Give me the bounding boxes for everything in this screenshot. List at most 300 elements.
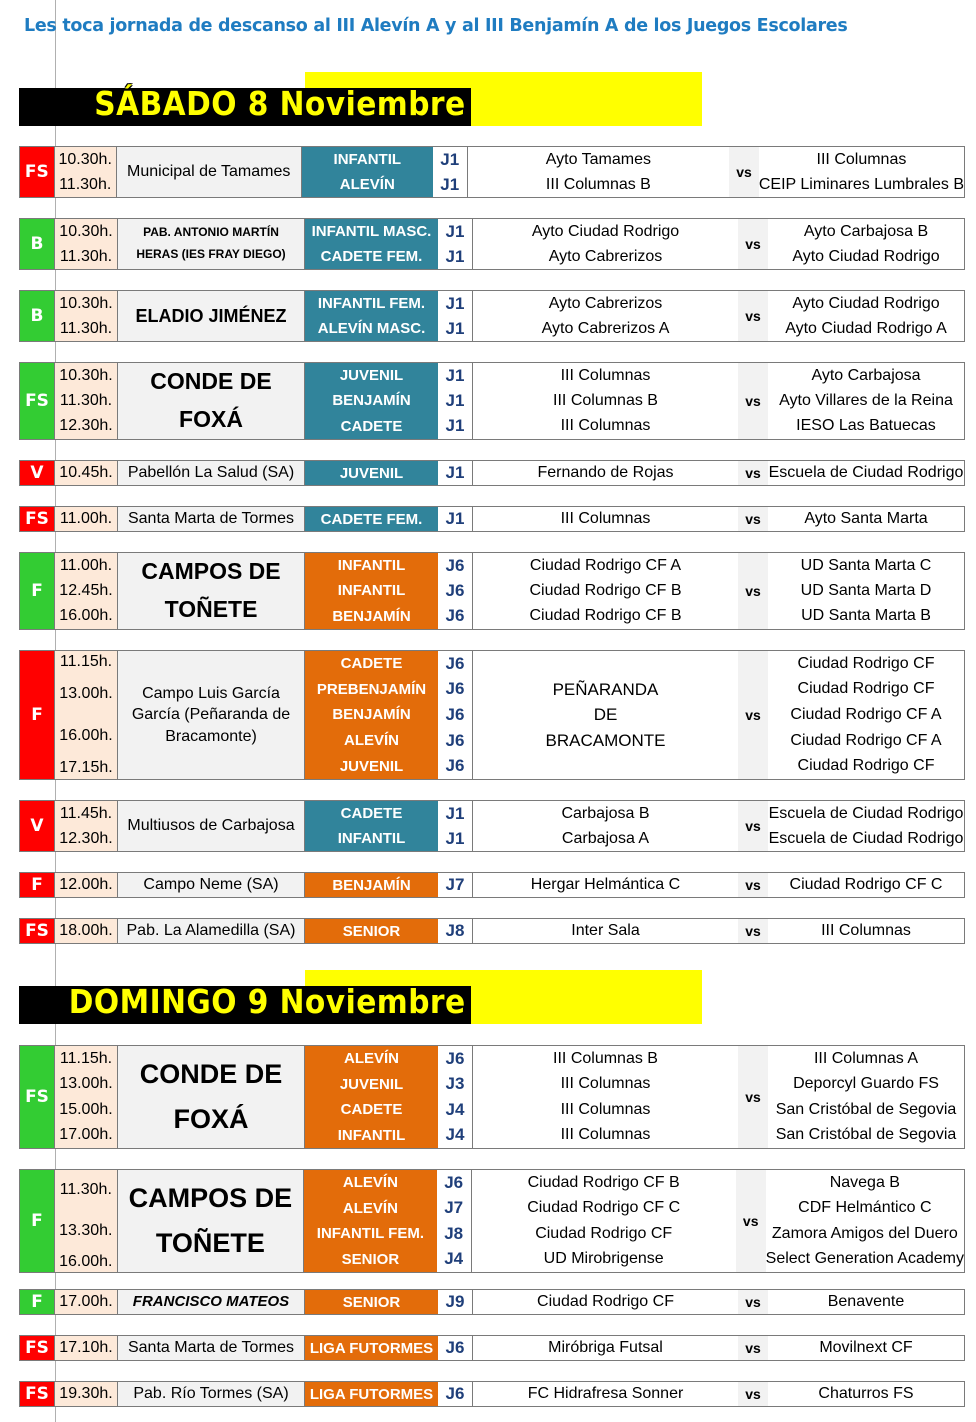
away-team: Ayto Carbajosa B bbox=[803, 222, 929, 240]
vs-label: vs bbox=[738, 873, 768, 897]
match-time: 19.30h. bbox=[59, 1385, 113, 1402]
match-block bbox=[19, 918, 965, 944]
jornada-label: J1 bbox=[440, 149, 460, 169]
match-time: 11.30h. bbox=[59, 247, 113, 265]
home-team: III Columnas B bbox=[553, 1049, 658, 1067]
category-label: CADETE bbox=[340, 655, 403, 673]
jornada-column bbox=[433, 147, 468, 197]
time-column bbox=[55, 461, 118, 485]
vs-label: vs bbox=[738, 1046, 768, 1148]
jornada-column bbox=[438, 1290, 473, 1314]
venue-name: Campo Neme (SA) bbox=[118, 873, 305, 897]
vs-label: vs bbox=[738, 919, 768, 943]
match-block bbox=[19, 362, 965, 440]
away-team-column bbox=[768, 1336, 964, 1360]
jornada-label: J6 bbox=[445, 653, 465, 673]
home-team: Ayto Cabrerizos bbox=[548, 294, 663, 312]
category-label: INFANTIL FEM. bbox=[316, 1225, 425, 1243]
jornada-label: J7 bbox=[445, 875, 465, 894]
away-team-column bbox=[766, 1170, 964, 1272]
category-label: INFANTIL FEM. bbox=[317, 295, 426, 312]
time-column bbox=[55, 1170, 118, 1272]
day-title-0 bbox=[19, 72, 702, 126]
match-time: 11.30h. bbox=[59, 319, 113, 337]
home-team-column bbox=[473, 553, 738, 629]
match-block bbox=[19, 1381, 965, 1407]
away-team: III Columnas A bbox=[813, 1049, 919, 1067]
away-team: CDF Helmántico C bbox=[798, 1199, 932, 1217]
match-block bbox=[19, 1289, 965, 1315]
home-team-column bbox=[472, 1170, 736, 1272]
category-label: LIGA FUTORMES bbox=[309, 1385, 434, 1403]
time-column bbox=[55, 873, 118, 897]
match-time: 11.30h. bbox=[59, 391, 113, 409]
home-team: Carbajosa A bbox=[561, 829, 650, 847]
away-team-column bbox=[768, 1046, 964, 1148]
match-block bbox=[19, 650, 965, 780]
away-team: Ciudad Rodrigo CF A bbox=[790, 705, 942, 723]
time-column bbox=[55, 1382, 118, 1406]
sport-tag: F bbox=[20, 651, 55, 779]
sport-tag: FS bbox=[20, 1382, 55, 1406]
jornada-label: J4 bbox=[445, 1125, 465, 1145]
time-column bbox=[55, 801, 118, 851]
time-column bbox=[55, 219, 118, 269]
home-team: Ayto Cabrerizos bbox=[548, 247, 663, 265]
category-label: CADETE FEM. bbox=[320, 510, 423, 528]
vs-label: vs bbox=[738, 801, 768, 851]
rest-day-note: Les toca jornada de descanso al III Alevín A y al III Benjamín A de los Juegos Escolares bbox=[24, 16, 848, 36]
away-team: III Columnas bbox=[821, 922, 911, 939]
home-team-column bbox=[473, 219, 738, 269]
home-team: III Columnas bbox=[560, 417, 651, 435]
home-team: Ciudad Rodrigo CF B bbox=[527, 1173, 680, 1191]
jornada-column bbox=[438, 461, 473, 485]
home-team-column bbox=[473, 1336, 738, 1360]
jornada-column bbox=[438, 873, 473, 897]
away-team-column bbox=[768, 219, 964, 269]
away-team: Deporcyl Guardo FS bbox=[793, 1075, 939, 1093]
away-team-column bbox=[768, 291, 964, 341]
time-column bbox=[55, 147, 117, 197]
jornada-label: J1 bbox=[440, 174, 460, 194]
sport-tag: F bbox=[20, 1170, 55, 1272]
away-team: Ciudad Rodrigo CF bbox=[797, 654, 935, 672]
home-team: Ciudad Rodrigo CF C bbox=[527, 1199, 681, 1217]
away-team-column bbox=[768, 1382, 964, 1406]
away-team: III Columnas bbox=[816, 150, 907, 168]
match-time: 17.15h. bbox=[59, 759, 113, 777]
home-team-column bbox=[473, 1290, 738, 1314]
category-column bbox=[305, 291, 438, 341]
match-time: 10.30h. bbox=[59, 222, 113, 240]
jornada-column bbox=[438, 1046, 473, 1148]
match-block bbox=[19, 1335, 965, 1361]
vs-label: vs bbox=[738, 1336, 768, 1360]
vs-label: vs bbox=[738, 507, 768, 531]
away-team: Ayto Villares de la Reina bbox=[779, 391, 953, 409]
venue-name: CAMPOS DE TOÑETE bbox=[118, 1170, 304, 1272]
away-team: San Cristóbal de Segovia bbox=[775, 1100, 957, 1118]
time-column bbox=[55, 1290, 118, 1314]
time-column bbox=[55, 919, 118, 943]
away-team: Ayto Ciudad Rodrigo A bbox=[785, 319, 947, 337]
category-label: SENIOR bbox=[342, 1293, 401, 1311]
home-team-column bbox=[473, 507, 738, 531]
home-team: FC Hidrafresa Sonner bbox=[527, 1385, 684, 1402]
away-team: Ayto Carbajosa bbox=[811, 366, 921, 384]
away-team-column bbox=[768, 507, 964, 531]
jornada-label: J6 bbox=[445, 756, 465, 776]
sport-tag: B bbox=[20, 291, 55, 341]
match-time: 11.15h. bbox=[59, 652, 113, 670]
category-label: PREBENJAMÍN bbox=[316, 680, 427, 698]
category-column bbox=[305, 919, 438, 943]
jornada-label: J9 bbox=[445, 1292, 465, 1311]
away-team: Zamora Amigos del Duero bbox=[771, 1224, 958, 1242]
category-label: BENJAMÍN bbox=[332, 706, 411, 724]
match-time: 11.30h. bbox=[59, 1181, 112, 1199]
match-time: 11.00h. bbox=[59, 510, 113, 527]
jornada-label: J1 bbox=[445, 803, 465, 823]
match-time: 12.45h. bbox=[59, 581, 113, 599]
category-column bbox=[305, 553, 438, 629]
category-label: INFANTIL bbox=[337, 557, 406, 575]
away-team-column bbox=[768, 801, 964, 851]
match-time: 10.30h. bbox=[59, 294, 113, 312]
match-block bbox=[19, 290, 965, 342]
category-label: INFANTIL MASC. bbox=[311, 223, 432, 240]
away-team-column bbox=[768, 553, 964, 629]
jornada-column bbox=[438, 919, 473, 943]
category-label: CADETE FEM. bbox=[320, 248, 423, 265]
home-team-column bbox=[473, 651, 738, 779]
home-team: Hergar Helmántica C bbox=[530, 876, 681, 893]
category-label: ALEVÍN bbox=[343, 1050, 399, 1068]
vs-label: vs bbox=[736, 1170, 766, 1272]
match-time: 11.15h. bbox=[59, 1049, 113, 1067]
category-label: SENIOR bbox=[342, 922, 401, 940]
sport-tag: FS bbox=[20, 1336, 55, 1360]
away-team: CEIP Liminares Lumbrales B bbox=[758, 175, 964, 193]
jornada-label: J1 bbox=[445, 365, 465, 385]
jornada-column bbox=[438, 507, 473, 531]
jornada-label: J1 bbox=[445, 828, 465, 848]
venue-name: CONDE DE FOXÁ bbox=[118, 363, 305, 439]
match-block bbox=[19, 872, 965, 898]
category-column bbox=[305, 461, 438, 485]
sport-tag: FS bbox=[20, 507, 55, 531]
away-team: UD Santa Marta D bbox=[800, 581, 932, 599]
jornada-column bbox=[438, 801, 473, 851]
vs-label: vs bbox=[729, 147, 759, 197]
away-team: San Cristóbal de Segovia bbox=[775, 1126, 957, 1144]
jornada-label: J6 bbox=[445, 1384, 465, 1403]
match-block bbox=[19, 1045, 965, 1149]
home-team: III Columnas bbox=[560, 510, 651, 527]
venue-name: Campo Luis García García (Peñaranda de Bracamonte) bbox=[118, 651, 305, 779]
venue-name: CONDE DE FOXÁ bbox=[118, 1046, 305, 1148]
match-time: 10.30h. bbox=[59, 366, 113, 384]
venue-name: ELADIO JIMÉNEZ bbox=[118, 291, 305, 341]
time-column bbox=[55, 651, 118, 779]
match-time: 12.30h. bbox=[59, 829, 113, 847]
home-team: Ciudad Rodrigo CF bbox=[537, 1293, 674, 1310]
home-team: Ayto Tamames bbox=[545, 150, 651, 168]
away-team: Escuela de Ciudad Rodrigo bbox=[768, 804, 964, 822]
category-label: BENJAMÍN bbox=[332, 876, 411, 894]
category-column bbox=[305, 801, 438, 851]
home-team: Miróbriga Futsal bbox=[548, 1339, 663, 1356]
jornada-label: J1 bbox=[445, 293, 465, 313]
away-team-column bbox=[768, 873, 964, 897]
category-column bbox=[305, 1046, 438, 1148]
jornada-label: J8 bbox=[445, 921, 465, 940]
home-team-column bbox=[473, 291, 738, 341]
away-team: IESO Las Batuecas bbox=[796, 417, 936, 435]
vs-label: vs bbox=[738, 651, 768, 779]
category-label: CADETE bbox=[340, 1101, 403, 1119]
jornada-column bbox=[438, 291, 473, 341]
jornada-column bbox=[438, 1382, 473, 1406]
away-team-column bbox=[759, 147, 964, 197]
sport-tag: FS bbox=[20, 1046, 55, 1148]
category-column bbox=[305, 1382, 438, 1406]
home-team: Ciudad Rodrigo CF B bbox=[529, 581, 682, 599]
venue-name: Santa Marta de Tormes bbox=[118, 1336, 305, 1360]
away-team: Ciudad Rodrigo CF bbox=[797, 757, 935, 775]
category-label: CADETE bbox=[340, 417, 403, 435]
venue-name: FRANCISCO MATEOS bbox=[118, 1290, 305, 1314]
day-title-text: DOMINGO 9 Noviembre bbox=[68, 982, 466, 1021]
category-column bbox=[305, 873, 438, 897]
jornada-label: J6 bbox=[445, 1338, 465, 1357]
home-team: III Columnas B bbox=[545, 175, 651, 193]
home-team: Ciudad Rodrigo CF B bbox=[529, 607, 682, 625]
away-team-column bbox=[768, 1290, 964, 1314]
home-team: Ayto Ciudad Rodrigo bbox=[531, 222, 680, 240]
home-team-column bbox=[473, 1046, 738, 1148]
away-team: UD Santa Marta B bbox=[801, 607, 931, 625]
match-block bbox=[19, 506, 965, 532]
sport-tag: FS bbox=[20, 363, 55, 439]
away-team: Benavente bbox=[827, 1293, 905, 1310]
match-time: 12.00h. bbox=[59, 876, 113, 893]
vs-label: vs bbox=[738, 363, 768, 439]
vs-label: vs bbox=[738, 553, 768, 629]
vs-label: vs bbox=[738, 219, 768, 269]
match-time: 11.30h. bbox=[59, 175, 112, 193]
home-team: Carbajosa B bbox=[561, 804, 650, 822]
venue-name: PAB. ANTONIO MARTÍN HERAS (IES FRAY DIEGO) bbox=[118, 219, 305, 269]
home-team-column bbox=[473, 461, 738, 485]
jornada-column bbox=[438, 651, 473, 779]
away-team: Ciudad Rodrigo CF A bbox=[790, 731, 942, 749]
sport-tag: B bbox=[20, 219, 55, 269]
home-team: Ciudad Rodrigo CF bbox=[535, 1224, 673, 1242]
home-team-column bbox=[473, 1382, 738, 1406]
match-time: 16.00h. bbox=[59, 607, 113, 625]
category-label: ALEVÍN bbox=[343, 732, 399, 750]
category-column bbox=[305, 363, 438, 439]
away-team: Escuela de Ciudad Rodrigo bbox=[768, 464, 964, 481]
match-time: 13.30h. bbox=[59, 1222, 113, 1240]
away-team: Select Generation Academy bbox=[765, 1250, 964, 1268]
category-label: ALEVÍN bbox=[339, 176, 395, 193]
match-block bbox=[19, 218, 965, 270]
category-label: BENJAMÍN bbox=[332, 392, 411, 410]
vs-label: vs bbox=[738, 461, 768, 485]
home-team: UD Mirobrigense bbox=[543, 1250, 664, 1268]
match-block bbox=[19, 552, 965, 630]
match-time: 13.00h. bbox=[59, 1075, 113, 1093]
jornada-label: J7 bbox=[444, 1198, 464, 1218]
jornada-label: J6 bbox=[445, 580, 465, 600]
home-team-column bbox=[473, 919, 738, 943]
match-time: 15.00h. bbox=[59, 1100, 113, 1118]
home-team: III Columnas bbox=[560, 1126, 651, 1144]
category-column bbox=[305, 1336, 438, 1360]
category-label: JUVENIL bbox=[339, 464, 404, 482]
sport-tag: V bbox=[20, 461, 55, 485]
jornada-label: J1 bbox=[445, 509, 465, 528]
away-team-column bbox=[768, 461, 964, 485]
jornada-label: J6 bbox=[444, 1172, 464, 1192]
category-column bbox=[305, 219, 438, 269]
away-team: Navega B bbox=[829, 1173, 900, 1191]
category-label: ALEVÍN bbox=[342, 1199, 398, 1217]
home-team: III Columnas bbox=[560, 1075, 651, 1093]
match-time: 17.00h. bbox=[59, 1126, 113, 1144]
venue-name: Santa Marta de Tormes bbox=[118, 507, 305, 531]
jornada-label: J6 bbox=[445, 1048, 465, 1068]
category-column bbox=[305, 1290, 438, 1314]
category-label: JUVENIL bbox=[339, 367, 404, 385]
jornada-label: J6 bbox=[445, 704, 465, 724]
home-team: Fernando de Rojas bbox=[537, 464, 674, 481]
jornada-label: J6 bbox=[445, 679, 465, 699]
away-team: Chaturros FS bbox=[818, 1385, 914, 1402]
away-team: Escuela de Ciudad Rodrigo bbox=[768, 829, 964, 847]
home-team-column bbox=[473, 801, 738, 851]
category-label: INFANTIL bbox=[337, 582, 406, 600]
time-column bbox=[55, 291, 118, 341]
jornada-label: J1 bbox=[445, 318, 465, 338]
home-team: III Columnas bbox=[560, 366, 651, 384]
category-label: INFANTIL bbox=[337, 830, 406, 847]
home-team: III Columnas B bbox=[553, 391, 658, 409]
venue-name: CAMPOS DE TOÑETE bbox=[118, 553, 305, 629]
jornada-label: J4 bbox=[444, 1249, 464, 1269]
category-label: LIGA FUTORMES bbox=[309, 1339, 434, 1357]
category-label: INFANTIL bbox=[337, 1126, 406, 1144]
vs-label: vs bbox=[738, 1290, 768, 1314]
sport-tag: FS bbox=[20, 919, 55, 943]
category-column bbox=[302, 147, 433, 197]
venue-name: Pabellón La Salud (SA) bbox=[118, 461, 305, 485]
away-team-column bbox=[768, 651, 964, 779]
jornada-label: J1 bbox=[445, 390, 465, 410]
category-column bbox=[305, 507, 438, 531]
time-column bbox=[55, 1336, 118, 1360]
match-block bbox=[19, 800, 965, 852]
jornada-column bbox=[438, 1336, 473, 1360]
match-time: 17.10h. bbox=[59, 1339, 113, 1356]
vs-label: vs bbox=[738, 291, 768, 341]
jornada-label: J1 bbox=[445, 246, 465, 266]
venue-name: Pab. Río Tormes (SA) bbox=[118, 1382, 305, 1406]
sport-tag: V bbox=[20, 801, 55, 851]
match-time: 11.00h. bbox=[59, 556, 113, 574]
match-time: 13.00h. bbox=[59, 684, 113, 702]
match-time: 10.30h. bbox=[58, 150, 112, 168]
away-team-column bbox=[768, 363, 964, 439]
home-team: Ciudad Rodrigo CF A bbox=[529, 556, 682, 574]
match-time: 18.00h. bbox=[59, 922, 113, 939]
jornada-label: J1 bbox=[445, 221, 465, 241]
match-time: 16.00h. bbox=[59, 1252, 113, 1270]
sport-tag: FS bbox=[20, 147, 55, 197]
home-team-column bbox=[468, 147, 730, 197]
away-team: Ayto Santa Marta bbox=[804, 510, 928, 527]
home-team: PEÑARANDA DE BRACAMONTE bbox=[545, 679, 666, 750]
category-label: ALEVÍN bbox=[342, 1174, 398, 1192]
home-team-column bbox=[473, 873, 738, 897]
jornada-column bbox=[437, 1170, 472, 1272]
away-team: Ciudad Rodrigo CF C bbox=[789, 876, 943, 893]
category-label: ALEVÍN MASC. bbox=[317, 320, 426, 337]
category-label: JUVENIL bbox=[339, 1075, 404, 1093]
category-label: CADETE bbox=[340, 805, 403, 822]
match-time: 12.30h. bbox=[59, 417, 113, 435]
day-title-1 bbox=[19, 970, 702, 1024]
away-team: UD Santa Marta C bbox=[800, 556, 932, 574]
jornada-label: J3 bbox=[445, 1074, 465, 1094]
venue-name: Pab. La Alamedilla (SA) bbox=[118, 919, 305, 943]
away-team: Ayto Ciudad Rodrigo bbox=[792, 247, 940, 265]
time-column bbox=[55, 507, 118, 531]
sport-tag: F bbox=[20, 1290, 55, 1314]
away-team: Ayto Ciudad Rodrigo bbox=[792, 294, 940, 312]
home-team: Ayto Cabrerizos A bbox=[541, 319, 670, 337]
home-team: Inter Sala bbox=[571, 922, 640, 939]
category-column bbox=[304, 1170, 437, 1272]
home-team-column bbox=[473, 363, 738, 439]
venue-name: Municipal de Tamames bbox=[117, 147, 302, 197]
time-column bbox=[55, 363, 118, 439]
sport-tag: F bbox=[20, 873, 55, 897]
vs-label: vs bbox=[738, 1382, 768, 1406]
jornada-label: J4 bbox=[445, 1099, 465, 1119]
home-team: III Columnas bbox=[560, 1100, 651, 1118]
match-time: 16.00h. bbox=[59, 727, 113, 745]
time-column bbox=[55, 1046, 118, 1148]
jornada-column bbox=[438, 553, 473, 629]
match-block bbox=[19, 146, 965, 198]
jornada-column bbox=[438, 219, 473, 269]
jornada-label: J1 bbox=[445, 416, 465, 436]
jornada-label: J8 bbox=[444, 1223, 464, 1243]
jornada-label: J1 bbox=[445, 463, 465, 482]
venue-name: Multiusos de Carbajosa bbox=[118, 801, 305, 851]
category-label: BENJAMÍN bbox=[332, 607, 411, 625]
day-title-text: SÁBADO 8 Noviembre bbox=[94, 84, 466, 123]
category-label: SENIOR bbox=[341, 1250, 400, 1268]
time-column bbox=[55, 553, 118, 629]
match-time: 10.45h. bbox=[59, 464, 113, 481]
match-block bbox=[19, 1169, 965, 1273]
category-label: JUVENIL bbox=[339, 757, 404, 775]
